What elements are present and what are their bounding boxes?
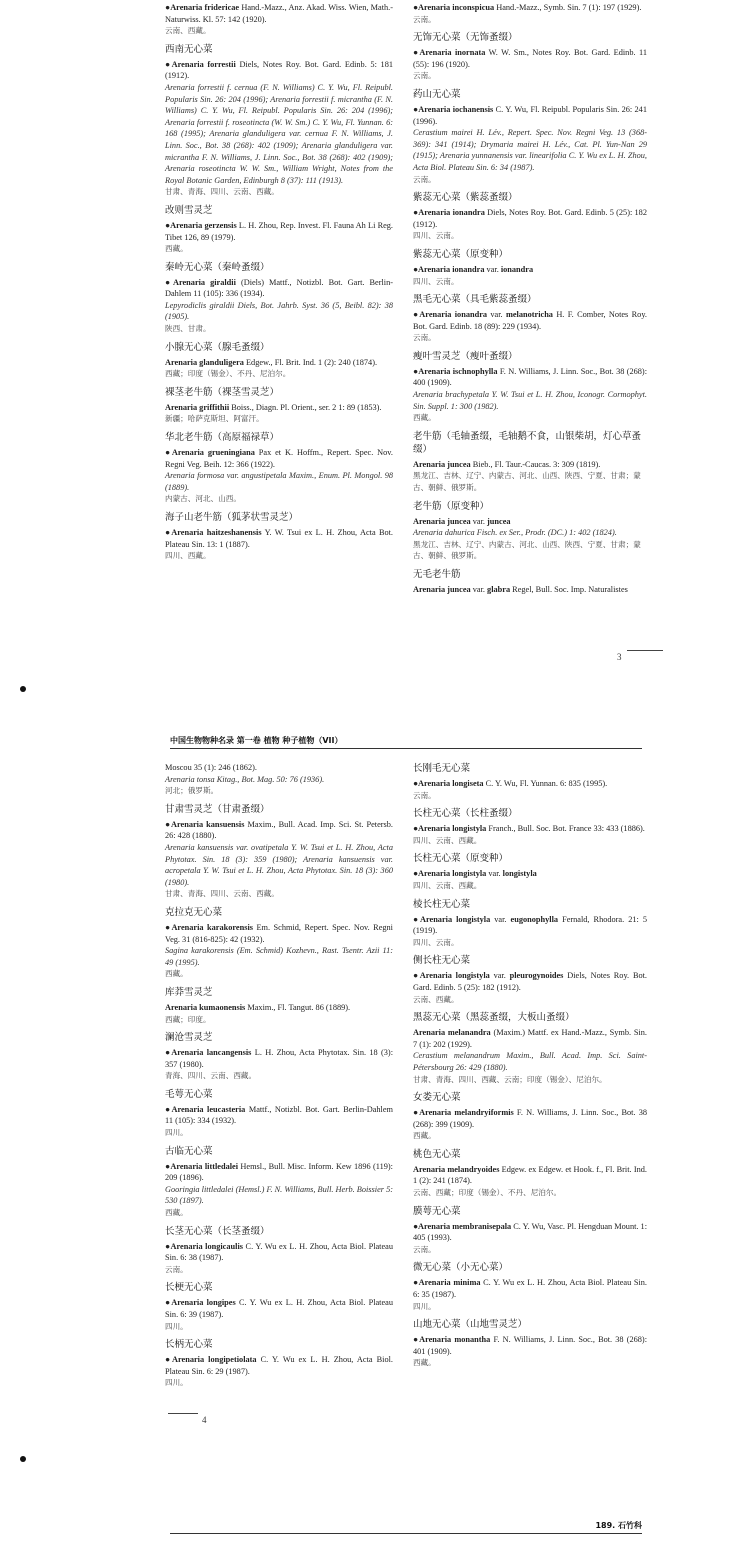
species-entry: [413, 248, 647, 287]
synonyms: Arenaria brachypetala Y. W. Tsui et L. H. Zhou, Iconogr. Cormophyt. Sin. Suppl. 1: 300 (1982).: [413, 390, 647, 411]
distribution: 河北；俄罗斯。: [165, 786, 219, 796]
species-entry: [413, 88, 647, 185]
synonyms: Lepyrodiclis giraldii Diels, Bot. Jahrb. Syst. 36 (5, Beibl. 82): 38 (1905).: [165, 300, 393, 322]
scientific-reference: ●Arenaria lancangensis L. H. Zhou, Acta Phytotax. Sin. 18 (3): 357 (1980).: [165, 1048, 393, 1069]
chinese-name: 女娄无心菜: [413, 1092, 461, 1104]
chinese-name: 甘肃雪灵芝（甘肃蚤缀）: [165, 803, 270, 815]
scientific-reference: ●Arenaria longistyla var. pleurogynoides Diels, Notes Roy. Bot. Gard. Edinb. 5 (25): 182 (1912).: [413, 971, 648, 992]
distribution: 甘肃、青海、四川、西藏、云南；印度（锡金）、尼泊尔。: [413, 1074, 607, 1084]
species-entry: [413, 1261, 647, 1312]
chinese-name: 紫蕊无心菜（紫蕊蚤缀）: [413, 192, 518, 204]
scientific-reference: Arenaria melanandra (Maxim.) Mattf. ex Hand.-Mazz., Symb. Sin. 7 (1): 202 (1929).: [413, 1028, 647, 1049]
distribution: 西藏；印度（锡金）、不丹、尼泊尔。: [165, 369, 291, 379]
species-entry: [413, 1011, 647, 1085]
chinese-name: 桃色无心菜: [413, 1148, 461, 1160]
species-entry: [413, 500, 647, 562]
scientific-reference: ●Arenaria longistyla Franch., Bull. Soc. Bot. France 33: 433 (1886).: [413, 824, 645, 834]
chinese-name: 毛萼无心菜: [165, 1088, 213, 1100]
species-entry: [413, 350, 647, 424]
scientific-reference: ●Arenaria longipes C. Y. Wu ex L. H. Zhou, Acta Biol. Plateau Sin. 6: 39 (1987).: [165, 1298, 394, 1319]
chinese-name: 无饰无心菜（无饰蚤缀）: [413, 32, 518, 44]
species-entry: [413, 1091, 647, 1142]
chinese-name: 长茎无心菜（长茎蚤缀）: [165, 1225, 270, 1237]
chinese-name: 微无心菜（小无心菜）: [413, 1262, 509, 1274]
scientific-reference: ●Arenaria longistyla var. longistyla: [413, 869, 537, 879]
distribution: 西藏。: [165, 1208, 188, 1218]
chinese-name: 瘦叶雪灵芝（瘦叶蚤缀）: [413, 350, 518, 362]
synonyms: Arenaria formosa var. angustipetala Maxim., Enum. Pl. Mongol. 98 (1889).: [165, 471, 393, 492]
distribution: 四川、云南。: [413, 937, 459, 947]
scientific-reference: ●Arenaria minima C. Y. Wu ex L. H. Zhou, Acta Biol. Plateau Sin. 6: 35 (1987).: [413, 1278, 647, 1300]
distribution: 云南。: [413, 1244, 436, 1254]
scientific-reference: ●Arenaria littledalei Hemsl., Bull. Misc. Inform. Kew 1896 (119): 209 (1896).: [165, 1161, 393, 1183]
species-entry: [413, 293, 647, 344]
running-head-text: 中国生物物种名录 第一卷 植物 种子植物（VII）: [170, 736, 343, 745]
species-entry: [165, 1225, 393, 1276]
distribution: 甘肃、青海、四川、云南、西藏。: [165, 187, 279, 197]
synonyms: Gooringia littledalei (Hemsl.) F. N. Williams, Bull. Herb. Boissier 5: 530 (1897).: [165, 1184, 393, 1206]
species-entry: [165, 1031, 393, 1082]
scientific-reference: Arenaria glanduligera Edgew., Fl. Brit. Ind. 1 (2): 240 (1874).: [165, 357, 378, 367]
species-entry: [165, 204, 393, 255]
synonyms: Cerastium mairei H. Lév., Repert. Spec. Nov. Regni Veg. 13 (368-369): 341 (1914); Drymaria mairei H. Lév., Cat. Pl. Yun-Nan 29 (1915); Arenaria yunnanensis var. linearifolia C. Y. Wu ex L. H. Zhou, Acta Biol. Plateau Sin. 6: 34 (1987).: [413, 128, 647, 172]
page-number: 3: [617, 652, 622, 662]
scientific-reference: Arenaria juncea var. juncea: [413, 516, 511, 526]
running-head-text: 189. 石竹科: [595, 1521, 642, 1530]
chinese-name: 长柱无心菜（长柱蚤缀）: [413, 808, 518, 820]
chinese-name: 库莽雪灵芝: [165, 986, 213, 998]
scientific-reference: Arenaria juncea var. glabra Regel, Bull. Soc. Imp. Naturalistes: [413, 585, 628, 594]
synonyms: Arenaria kansuensis var. ovatipetala Y. W. Tsui et L. H. Zhou, Acta Phytotax. Sin. 18 (3): 359 (1980); Arenaria kansuensis var. acropetala Y. W. Tsui et L. H. Zhou, Acta Phytotax. Sin. 18 (3): 360 (1980).: [165, 842, 393, 887]
species-entry: [413, 1205, 647, 1256]
scientific-reference: Arenaria melandryoides Edgew. ex Edgew. et Hook. f., Fl. Brit. Ind. 1 (2): 241 (1874).: [413, 1164, 647, 1186]
distribution: 西藏；印度。: [165, 1014, 211, 1024]
chinese-name: 膜萼无心菜: [413, 1205, 461, 1217]
page-number-rule: [168, 1413, 198, 1414]
scientific-reference: Arenaria griffithii Boiss., Diagn. Pl. Orient., ser. 2 1: 89 (1853).: [165, 402, 382, 412]
scientific-reference: ●Arenaria longicaulis C. Y. Wu ex L. H. Zhou, Acta Biol. Plateau Sin. 6: 38 (1987).: [165, 1241, 393, 1263]
scientific-reference: Arenaria kumaonensis Maxim., Fl. Tangut. 86 (1889).: [165, 1002, 351, 1012]
species-entry: [413, 1148, 647, 1199]
scientific-reference: ●Arenaria longiseta C. Y. Wu, Fl. Yunnan. 6: 835 (1995).: [413, 779, 608, 788]
scientific-reference: ●Arenaria ionandra Diels, Notes Roy. Bot. Gard. Edinb. 5 (25): 182 (1912).: [413, 208, 647, 229]
species-entry: [165, 431, 393, 505]
scientific-reference: ●Arenaria grueningiana Pax et K. Hoffm., Repert. Spec. Nov. Regni Veg. Beih. 12: 366 (1922).: [165, 448, 393, 469]
scientific-reference: ●Arenaria fridericae Hand.-Mazz., Anz. Akad. Wiss. Wien, Math.-Naturwiss. Kl. 57: 142 (1920).: [165, 3, 394, 24]
species-entry: [413, 568, 647, 596]
species-entry: [413, 898, 647, 949]
chinese-name: 古临无心菜: [165, 1145, 213, 1157]
species-entry: [165, 386, 393, 425]
distribution: 云南。: [165, 1264, 188, 1274]
species-entry: [165, 1088, 393, 1139]
species-entry: [165, 986, 393, 1025]
scientific-reference: ●Arenaria melandryiformis F. N. Williams, J. Linn. Soc., Bot. 38 (268): 399 (1909).: [413, 1108, 647, 1129]
chinese-name: 裸茎老牛筋（裸茎雪灵芝）: [165, 386, 280, 398]
page-4: [0, 735, 750, 1435]
species-entry: [165, 43, 393, 198]
synonyms: Arenaria dahurica Fisch. ex Ser., Prodr. (DC.) 1: 402 (1824).: [413, 528, 617, 538]
chinese-name: 小腺无心菜（腺毛蚤缀）: [165, 341, 270, 353]
species-entry: [413, 2, 647, 25]
chinese-name: 西南无心菜: [165, 43, 213, 55]
synonyms: Cerastium melanandrum Maxim., Bull. Acad. Imp. Sci. Saint-Pétersbourg 26: 429 (1880).: [413, 1051, 647, 1072]
species-entry: [413, 1318, 647, 1369]
page-3: [0, 0, 750, 680]
distribution: 西藏。: [413, 413, 436, 423]
chinese-name: 海子山老牛筋（狐茅状雪灵芝）: [165, 512, 299, 523]
scientific-reference: ●Arenaria inconspicua Hand.-Mazz., Symb. Sin. 7 (1): 197 (1929).: [413, 3, 642, 12]
scientific-reference: ●Arenaria karakorensis Em. Schmid, Repert. Spec. Nov. Regni Veg. 31 (816-825): 42 (1932).: [165, 922, 393, 944]
page-separator-dot: [20, 1456, 26, 1462]
page-separator-dot: [20, 686, 26, 692]
distribution: 云南。: [413, 14, 436, 24]
species-entry: [165, 1145, 393, 1219]
scientific-reference: Moscou 35 (1): 246 (1862).: [165, 763, 257, 772]
scientific-reference: ●Arenaria monantha F. N. Williams, J. Linn. Soc., Bot. 38 (268): 401 (1909).: [413, 1335, 647, 1356]
page-number: 4: [202, 1415, 207, 1425]
distribution: 黑龙江、吉林、辽宁、内蒙古、河北、山西、陕西、宁夏、甘肃；蒙古、朝鲜、俄罗斯。: [413, 471, 641, 493]
chinese-name: 黑毛无心菜（具毛紫蕊蚤缀）: [413, 294, 537, 306]
distribution: 西藏。: [413, 1131, 436, 1141]
species-entry: [413, 191, 647, 242]
species-entry: [165, 261, 393, 335]
distribution: 四川、云南。: [413, 276, 459, 286]
chinese-name: 无毛老牛筋: [413, 569, 461, 580]
chinese-name: 黑蕊无心菜（黑蕊蚤缀，大板山蚤缀）: [413, 1012, 575, 1024]
scientific-reference: ●Arenaria ischnophylla F. N. Williams, J. Linn. Soc., Bot. 38 (268): 400 (1909).: [413, 366, 647, 388]
scientific-reference: ●Arenaria haitzeshanensis Y. W. Tsui ex L. H. Zhou, Acta Bot. Plateau Sin. 13: 1 (1887).: [165, 528, 394, 549]
page-number-rule: [627, 650, 663, 651]
scientific-reference: ●Arenaria longistyla var. eugonophylla Fernald, Rhodora. 21: 5 (1919).: [413, 914, 648, 936]
distribution: 陕西、甘肃。: [165, 324, 211, 334]
species-entry: [165, 803, 393, 900]
chinese-name: 侧长柱无心菜: [413, 955, 471, 967]
species-entry: [413, 954, 647, 1005]
species-entry: [413, 807, 647, 846]
scientific-reference: ●Arenaria ionandra var. ionandra: [413, 264, 534, 274]
distribution: 黑龙江、吉林、辽宁、内蒙古、河北、山西、陕西、宁夏、甘肃；蒙古、朝鲜、俄罗斯。: [413, 539, 641, 561]
chinese-name: 克拉克无心菜: [165, 906, 223, 918]
running-head-next-page: [170, 1520, 642, 1534]
scientific-reference: ●Arenaria longipetiolata C. Y. Wu ex L. H. Zhou, Acta Biol. Plateau Sin. 6: 29 (1987).: [165, 1355, 393, 1376]
species-entry: [413, 852, 647, 891]
page-4-left-column: [165, 762, 393, 1395]
chinese-name: 长柄无心菜: [165, 1339, 213, 1351]
distribution: 四川。: [165, 1321, 188, 1331]
chinese-name: 澜沧雪灵芝: [165, 1032, 213, 1044]
distribution: 西藏。: [413, 1358, 436, 1368]
distribution: 西藏。: [165, 969, 188, 979]
scientific-reference: ●Arenaria giraldii (Diels) Mattf., Notizbl. Bot. Gart. Berlin-Dahlem 11 (105): 336 (1934).: [165, 277, 394, 299]
distribution: 青海、四川、云南、西藏。: [165, 1071, 257, 1081]
species-entry: [165, 341, 393, 380]
chinese-name: 山地无心菜（山地雪灵芝）: [413, 1319, 528, 1331]
species-entry: [165, 1281, 393, 1332]
scientific-reference: ●Arenaria iochanensis C. Y. Wu, Fl. Reipubl. Popularis Sin. 26: 241 (1996).: [413, 104, 647, 126]
chinese-name: 长刚毛无心菜: [413, 763, 471, 774]
running-head: [170, 735, 642, 749]
species-entry: [413, 430, 647, 494]
chinese-name: 棱长柱无心菜: [413, 898, 471, 910]
distribution: 新疆；哈萨克斯坦、阿富汗。: [165, 414, 264, 424]
synonyms: Arenaria tonsa Kitag., Bot. Mag. 50: 76 (1936).: [165, 774, 325, 784]
chinese-name: 秦岭无心菜（秦岭蚤缀）: [165, 261, 270, 273]
scientific-reference: Arenaria juncea Bieb., Fl. Taur.-Caucas. 3: 309 (1819).: [413, 459, 601, 469]
distribution: 四川。: [413, 1301, 436, 1311]
distribution: 云南、西藏；印度（锡金）、不丹、尼泊尔。: [413, 1188, 562, 1198]
distribution: 四川、云南。: [413, 231, 459, 241]
distribution: 四川、云南、西藏。: [413, 880, 482, 890]
chinese-name: 紫蕊无心菜（原变种）: [413, 248, 509, 260]
chinese-name: 长梗无心菜: [165, 1282, 213, 1294]
scientific-reference: ●Arenaria ionandra var. melanotricha H. F. Comber, Notes Roy. Bot. Gard. Edinb. 18 (89): 229 (1934).: [413, 310, 648, 331]
synonyms: Arenaria forrestii f. cernua (F. N. Williams) C. Y. Wu, Fl. Reipubl. Popularis Sin. 26: 204 (1996); Arenaria forrestii f. micrantha (F. N. Williams) C. Y. Wu, Fl. Reipubl. Popularis Sin. 26: 204 (1996); Arenaria forrestii f. roseotincta (W. W. Sm.) C. Y. Wu, Fl. Yunnan. 6: 168 (1995); Arenaria glanduligera var. cernua F. N. Williams, J. Linn. Soc., Bot. 38 (268): 402 (1909); Arenaria glanduligera var. micrantha F. N. Williams, J. Linn. Soc., Bot. 38 (268): 402 (1909); Arenaria roseotincta W. W. Sm., William Wright, Notes from the Royal Botanic Garden, Edinburgh 8 (37): 111 (1913).: [165, 82, 393, 185]
distribution: 四川。: [165, 1378, 188, 1388]
species-entry: [165, 906, 393, 980]
scientific-reference: ●Arenaria leucasteria Mattf., Notizbl. Bot. Gart. Berlin-Dahlem 11 (105): 334 (1932).: [165, 1104, 394, 1126]
chinese-name: 长柱无心菜（原变种）: [413, 853, 509, 865]
scientific-reference: ●Arenaria gerzensis L. H. Zhou, Rep. Invest. Fl. Fauna Ah Li Reg. Tibet 126, 89 (1979).: [165, 220, 394, 242]
distribution: 四川、西藏。: [165, 551, 211, 561]
scientific-reference: ●Arenaria inornata W. W. Sm., Notes Roy. Bot. Gard. Edinb. 11 (55): 196 (1920).: [413, 48, 647, 69]
species-entry: [165, 2, 393, 37]
scientific-reference: ●Arenaria forrestii Diels, Notes Roy. Bot. Gard. Edinb. 5: 181 (1912).: [165, 59, 394, 81]
distribution: 云南、西藏。: [165, 26, 211, 36]
distribution: 云南。: [413, 790, 436, 800]
chinese-name: 改则雪灵芝: [165, 204, 213, 216]
chinese-name: 药山无心菜: [413, 88, 461, 100]
distribution: 内蒙古、河北、山西。: [165, 494, 241, 504]
species-entry: [165, 511, 393, 562]
distribution: 甘肃、青海、四川、云南、西藏。: [165, 889, 279, 899]
species-entry: [165, 1338, 393, 1389]
species-entry: [165, 762, 393, 797]
page-4-right-column: [413, 762, 647, 1375]
distribution: 四川、云南、西藏。: [413, 835, 482, 845]
scientific-reference: ●Arenaria kansuensis Maxim., Bull. Acad. Imp. Sci. St. Petersb. 26: 428 (1880).: [165, 819, 393, 841]
distribution: 云南。: [413, 174, 436, 184]
distribution: 四川。: [165, 1128, 188, 1138]
chinese-name: 老牛筋（毛轴蚤缀，毛轴鹅不食，山银柴胡，灯心草蚤缀）: [413, 430, 642, 455]
scientific-reference: ●Arenaria membranisepala C. Y. Wu, Vasc. Pl. Hengduan Mount. 1: 405 (1993).: [413, 1221, 648, 1243]
distribution: 云南、西藏。: [413, 994, 459, 1004]
distribution: 西藏。: [165, 244, 188, 254]
chinese-name: 华北老牛筋（高原福禄草）: [165, 432, 280, 444]
distribution: 云南。: [413, 333, 436, 343]
species-entry: [413, 762, 647, 801]
page-3-left-column: [165, 2, 393, 568]
species-entry: [413, 31, 647, 82]
distribution: 云南。: [413, 71, 436, 81]
synonyms: Sagina karakorensis (Em. Schmid) Kozhevn., Rast. Tsentr. Azii 11: 49 (1995).: [165, 946, 393, 967]
page-3-right-column: [413, 2, 647, 602]
chinese-name: 老牛筋（原变种）: [413, 500, 490, 512]
